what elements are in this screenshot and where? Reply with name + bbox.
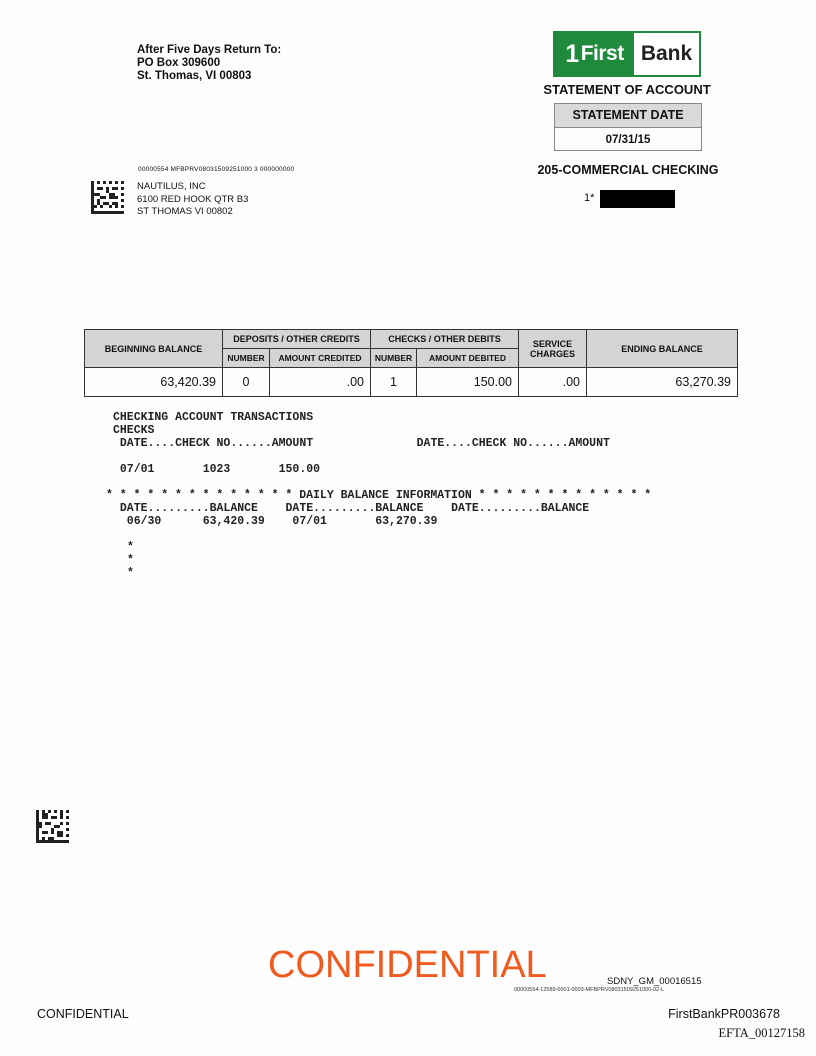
statement-title: STATEMENT OF ACCOUNT xyxy=(543,82,711,97)
barcode-icon xyxy=(36,810,69,843)
service-charges-value: .00 xyxy=(519,368,587,397)
daily-balance-row: 06/30 63,420.39 07/01 63,270.39 xyxy=(113,515,438,528)
return-address-line3: St. Thomas, VI 00803 xyxy=(137,70,252,82)
document-reference: 00000554-12589-0001-0003-MFBPRV08031509251000-02-L xyxy=(514,987,665,993)
amount-credited-header: AMOUNT CREDITED xyxy=(270,349,371,368)
return-address-line2: PO Box 309600 xyxy=(137,57,221,69)
confidential-stamp: CONFIDENTIAL xyxy=(268,944,547,986)
ending-balance-header: ENDING BALANCE xyxy=(587,330,738,368)
firstbank-bates-number: FirstBankPR003678 xyxy=(668,1007,780,1021)
checks-header: CHECKS / OTHER DEBITS xyxy=(371,330,519,349)
barcode-icon xyxy=(91,181,124,214)
mailing-reference: 00000554 MFBPRV08031509251000 3 000000000 xyxy=(138,166,295,173)
amount-debited-value: 150.00 xyxy=(417,368,519,397)
transactions-section-title: CHECKING ACCOUNT TRANSACTIONS xyxy=(113,411,314,424)
firstbank-logo xyxy=(553,31,701,77)
account-number-prefix: 1* xyxy=(584,192,595,204)
ending-balance-value: 63,270.39 xyxy=(587,368,738,397)
deposit-number-header: NUMBER xyxy=(223,349,270,368)
statement-date-box xyxy=(554,103,702,151)
logo-first-text: First xyxy=(580,42,624,65)
addressee-street: 6100 RED HOOK QTR B3 xyxy=(137,193,249,205)
deposits-header: DEPOSITS / OTHER CREDITS xyxy=(223,330,371,349)
statement-date-value: 07/31/15 xyxy=(605,134,651,146)
checks-title: CHECKS xyxy=(113,424,155,437)
filler-star: * xyxy=(127,554,134,567)
redaction-box xyxy=(600,190,675,208)
efta-bates-number: EFTA_00127158 xyxy=(718,1026,805,1040)
logo-number: 1 xyxy=(565,39,579,68)
daily-balance-header: * * * * * * * * * * * * * * DAILY BALANCE INFORMATION * * * * * * * * * * * * * xyxy=(106,489,652,502)
amount-credited-value: .00 xyxy=(270,368,371,397)
addressee-name: NAUTILUS, INC xyxy=(137,181,206,192)
addressee xyxy=(137,181,248,219)
return-address xyxy=(137,44,281,83)
checks-header-row: DATE....CHECK NO......AMOUNT DATE....CHECK NO......AMOUNT xyxy=(113,437,610,450)
amount-debited-header: AMOUNT DEBITED xyxy=(417,349,519,368)
beginning-balance-header: BEGINNING BALANCE xyxy=(85,330,223,368)
daily-balance-columns: DATE.........BALANCE DATE.........BALANCE DATE.........BALANCE xyxy=(113,502,590,515)
filler-star: * xyxy=(127,567,134,580)
deposit-number-value: 0 xyxy=(223,368,270,397)
account-type: 205-COMMERCIAL CHECKING xyxy=(537,163,719,177)
service-charges-header: SERVICE CHARGES xyxy=(519,330,587,368)
return-address-line1: After Five Days Return To: xyxy=(137,44,282,56)
logo-bank-text: Bank xyxy=(640,42,693,65)
check-number-header: NUMBER xyxy=(371,349,417,368)
statement-date-label: STATEMENT DATE xyxy=(555,104,701,128)
addressee-city: ST THOMAS VI 00802 xyxy=(137,206,233,217)
sdny-bates-number: SDNY_GM_00016515 xyxy=(607,976,702,987)
beginning-balance-value: 63,420.39 xyxy=(85,368,223,397)
account-summary-table xyxy=(84,329,738,397)
confidential-label: CONFIDENTIAL xyxy=(37,1007,129,1021)
check-row: 07/01 1023 150.00 xyxy=(113,463,321,476)
filler-star: * xyxy=(127,541,134,554)
check-number-value: 1 xyxy=(371,368,417,397)
